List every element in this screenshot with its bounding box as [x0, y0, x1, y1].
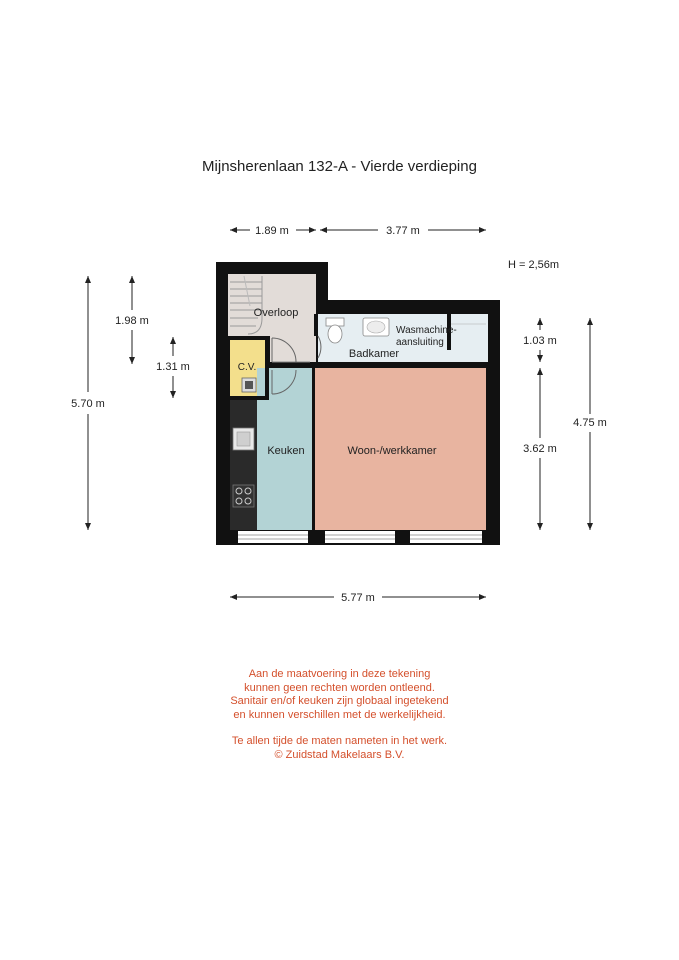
label-overloop: Overloop: [253, 307, 299, 319]
disclaimer-line: Aan de maatvoering in deze tekening: [248, 668, 431, 680]
dimension-label-right-lower: 3.62 m: [523, 443, 557, 455]
disclaimer: [0, 668, 679, 762]
dimension-bottom: [230, 592, 486, 604]
disclaimer-line: kunnen geen rechten worden ontleend.: [244, 681, 435, 694]
wall-keuken-woon: [312, 368, 315, 530]
label-keuken: Keuken: [267, 445, 305, 457]
dimension-left-upper: [115, 276, 149, 364]
dimension-right-outer: [573, 318, 607, 530]
disclaimer-line: en kunnen verschillen met de werkelijkheid.: [233, 708, 446, 721]
disclaimer-line: Te allen tijde de maten nameten in het werk.: [231, 735, 448, 747]
label-badkamer: Badkamer: [348, 348, 400, 360]
dimension-label-left-upper: 1.98 m: [115, 315, 149, 327]
room-overloop: [228, 274, 316, 336]
label-woonkamer: Woon-/werkkamer: [347, 445, 437, 457]
wall-bad-woon: [312, 362, 488, 368]
wall-cv-bottom: [228, 396, 269, 400]
dimension-label-left-outer: 5.70 m: [71, 398, 105, 410]
copyright-line: © Zuidstad Makelaars B.V.: [274, 748, 405, 761]
cv-boiler: [242, 378, 256, 392]
dimension-label-bottom: 5.77 m: [341, 592, 375, 604]
window-left: [238, 531, 308, 543]
dimension-right-lower: [523, 368, 557, 530]
dimension-label-top-left: 1.89 m: [255, 225, 289, 237]
dimension-label-top-right: 3.77 m: [386, 225, 420, 237]
room-overloop-lower: [270, 336, 316, 362]
dimension-right-upper: [523, 318, 557, 362]
kitchen-sink: [233, 428, 254, 450]
dimension-left-inner: [156, 337, 190, 398]
washbasin: [363, 318, 389, 336]
wall-cv-right: [265, 336, 269, 396]
dimension-left-outer: [71, 276, 105, 530]
disclaimer-line: Sanitair en/of keuken zijn globaal ingetekend: [230, 695, 449, 707]
kitchen-counter: [230, 400, 257, 530]
dimension-top-left: [230, 225, 316, 237]
page-title: Mijnsherenlaan 132-A - Vierde verdieping: [202, 158, 477, 175]
dimension-label-right-outer: 4.75 m: [573, 417, 607, 429]
window-right: [410, 531, 482, 543]
wall-overloop-bad: [314, 314, 318, 336]
window-middle: [325, 531, 395, 543]
kitchen-stove: [233, 485, 254, 507]
label-cv: C.V.: [237, 362, 257, 373]
wall-overloop-cv: [228, 336, 268, 340]
label-wasmachine-1: Wasmachine-: [396, 325, 457, 336]
label-wasmachine-2: aansluiting: [396, 337, 444, 348]
dimension-label-right-upper: 1.03 m: [523, 335, 557, 347]
dimension-top-right: [320, 225, 486, 237]
height-note: H = 2,56m: [508, 259, 560, 271]
dimension-label-left-inner: 1.31 m: [156, 361, 190, 373]
